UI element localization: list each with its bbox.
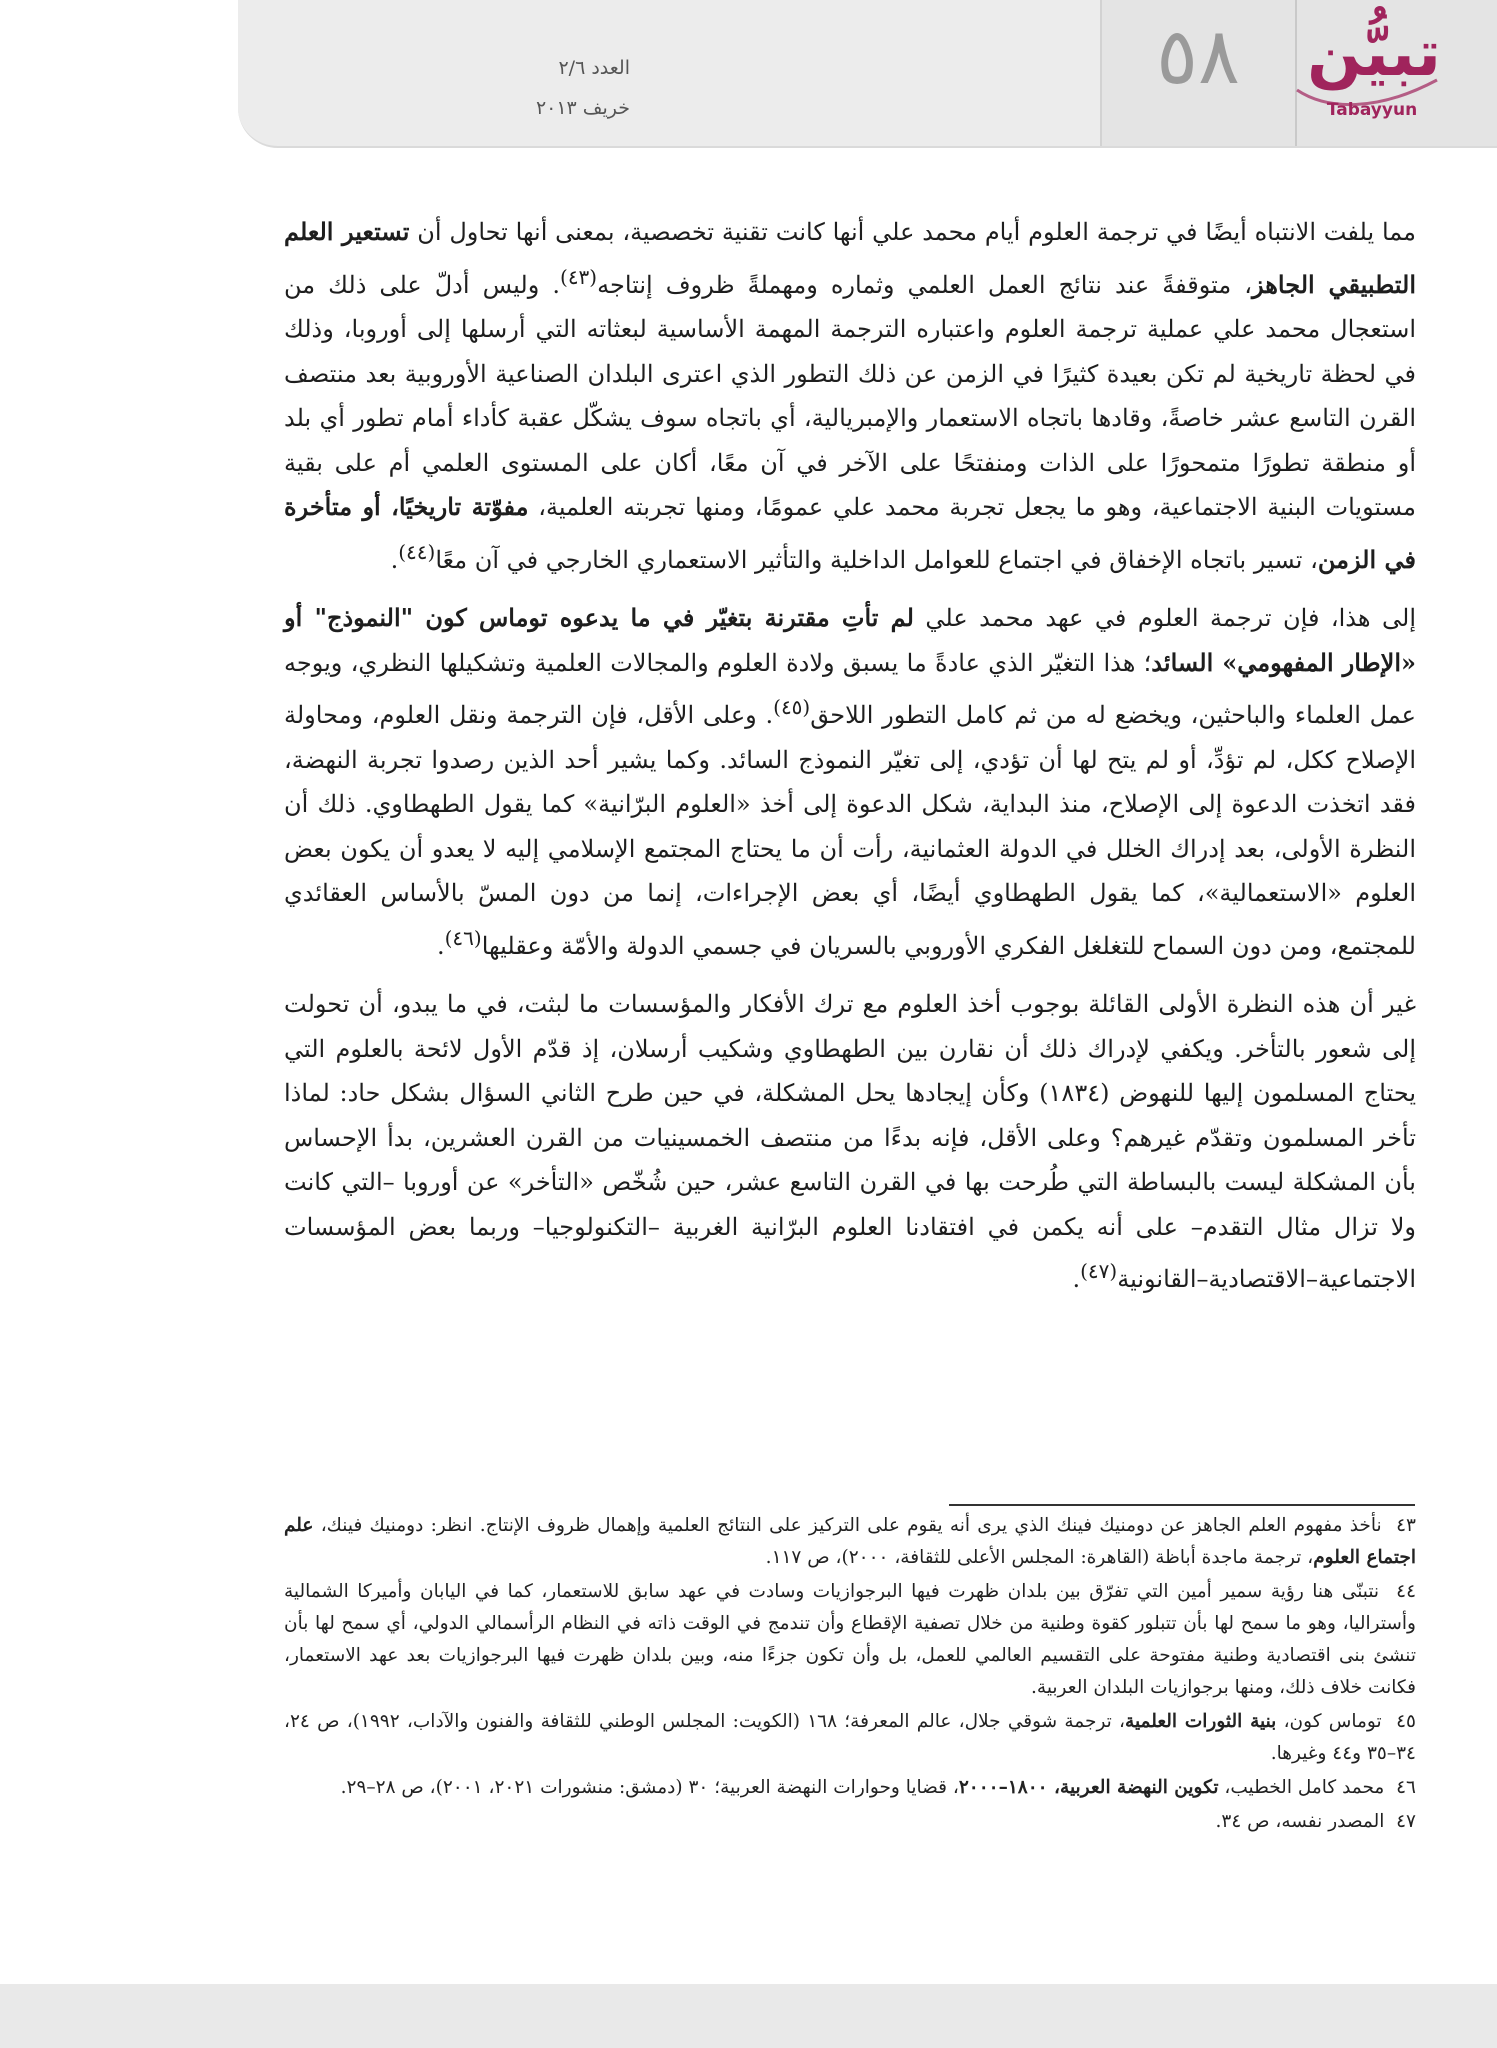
- footnotes: [284, 1510, 1416, 1840]
- logo-arabic: تبيُّن: [1307, 17, 1441, 91]
- page-corner: [0, 0, 248, 148]
- footnote-title: علم اجتماع العلوم: [284, 1515, 1416, 1568]
- issue-label: العدد ٢/٦: [558, 57, 630, 79]
- page-footer: [0, 1984, 1497, 2048]
- footnote-title: تكوين النهضة العربية، ١٨٠٠–٢٠٠٠: [958, 1777, 1219, 1798]
- season-label: خريف ٢٠١٣: [535, 97, 630, 119]
- article-body: [284, 210, 1416, 1316]
- paragraph-3: [284, 982, 1416, 1302]
- footnote-44: [284, 1576, 1416, 1704]
- footnote-number: ٤٣: [1396, 1515, 1416, 1536]
- paragraph-text: ، متوقفةً عند نتائج العمل العلمي وثماره ومهملةً ظروف إنتاجه: [597, 270, 1252, 299]
- footnote-title: بنية الثورات العلمية: [1125, 1711, 1277, 1732]
- bold-phrase: تستعير العلم التطبيقي الجاهز: [284, 217, 1416, 299]
- footnote-text: نتبنّى هنا رؤية سمير أمين التي تفرّق بين بلدان ظهرت فيها البرجوازيات وسادت في عهد سابق للاستعمار، كما في اليابان وأميركا الشمالية وأستراليا، وهو ما سمح لها بأن تتبلور كقوة وطنية من خلال تصفية الإقطاع وأن تندمج في الوقت ذاته في النظام الرأسمالي الدولي، أي سمح لها بأن تنشئ بنى اقتصادية وطنية مفتوحة على التقسيم العالمي للعمل، بل وأن تكون جزءًا منه، وبين بلدان ظهرت فيها البرجوازيات بعد عهد الاستعمار، فكانت خلاف ذلك، ومنها برجوازيات البلدان العربية.: [284, 1581, 1416, 1698]
- logo-box: [1100, 0, 1497, 146]
- paragraph-text: . وعلى الأقل، فإن الترجمة ونقل العلوم، ومحاولة الإصلاح ككل، لم تؤدِّ، أو لم يتح لها أن تؤدي، إلى تغيّر النموذج السائد. وكما يشير أحد الذين رصدوا تجربة النهضة، فقد اتخذت الدعوة إلى الإصلاح، منذ البداية، شكل الدعوة إلى أخذ «العلوم البرّانية» كما يقول الطهطاوي. ذلك أن النظرة الأولى، بعد إدراك الخلل في الدولة العثمانية، رأت أن ما يحتاج المجتمع الإسلامي إليه لا يعدو أن يكون بعض العلوم «الاستعمالية»، كما يقول الطهطاوي أيضًا، أي بعض الإجراءات، إنما من دون المسّ بالأساس العقائدي للمجتمع، ومن دون السماح للتغلغل الفكري الأوروبي بالسريان في جسمي الدولة والأمّة وعقليها: [284, 701, 1417, 960]
- paragraph-text: .: [390, 545, 399, 574]
- page-number: ٥٨: [1156, 12, 1240, 102]
- footnote-text: نأخذ مفهوم العلم الجاهز عن دومنيك فينك الذي يرى أنه يقوم على التركيز على النتائج العلمية وإهمال ظروف الإنتاج. انظر: دومنيك فينك،: [313, 1515, 1382, 1536]
- paragraph-text: ، تسير باتجاه الإخفاق في اجتماع للعوامل الداخلية والتأثير الاستعماري الخارجي في آن معًا: [435, 545, 1318, 574]
- footnote-text: ، ترجمة شوقي جلال، عالم المعرفة؛ ١٦٨ (الكويت: المجلس الوطني للثقافة والفنون والآداب، ١٩٩٢)، ص ٢٤، ٣٤–٣٥ و٤٤ وغيرها.: [284, 1711, 1416, 1764]
- footnote-text: المصدر نفسه، ص ٣٤.: [1215, 1811, 1385, 1832]
- footnote-number: ٤٧: [1396, 1811, 1416, 1832]
- footnote-ref-43[interactable]: (٤٣): [560, 264, 598, 289]
- bold-phrase: لم تأتِ مقترنة بتغيّر في ما يدعوه توماس كون "النموذج" أو «الإطار المفهومي» السائد: [284, 603, 1416, 677]
- issue-info: [510, 48, 630, 128]
- footnote-47: [284, 1806, 1416, 1838]
- footnote-ref-47[interactable]: (٤٧): [1080, 1259, 1118, 1283]
- footnote-number: ٤٥: [1396, 1711, 1416, 1732]
- paragraph-2: [284, 596, 1416, 968]
- paragraph-text: .: [436, 931, 445, 960]
- paragraph-text: غير أن هذه النظرة الأولى القائلة بوجوب أخذ العلوم مع ترك الأفكار والمؤسسات ما لبثت، في ما يبدو، أن تحولت إلى شعور بالتأخر. ويكفي لإدراك ذلك أن نقارن بين الطهطاوي وشكيب أرسلان، إذ قدّم الأول لائحة بالعلوم التي يحتاج المسلمون إليها للنهوض (١٨٣٤) وكأن إيجادها يحل المشكلة، في حين طرح الثاني السؤال بشكل حاد: لماذا تأخر المسلمون وتقدّم غيرهم؟ وعلى الأقل، فإنه بدءًا من منتصف الخمسينيات من القرن العشرين، بدأ الإحساس بأن المشكلة ليست بالبساطة التي طُرحت بها في القرن التاسع عشر، حين شُخّص «التأخر» عن أوروبا –التي كانت ولا تزال مثال التقدم– على أنه يكمن في افتقادنا العلوم البرّانية الغربية –التكنولوجيا– وربما بعض المؤسسات الاجتماعية–الاقتصادية–القانونية: [284, 990, 1416, 1293]
- paragraph-1: [284, 210, 1416, 582]
- footnote-text: ، قضايا وحوارات النهضة العربية؛ ٣٠ (دمشق: منشورات ٢٠٢١، ٢٠٠١)، ص ٢٨–٢٩.: [340, 1777, 959, 1798]
- footnote-number: ٤٤: [1396, 1581, 1417, 1602]
- footnote-43: [284, 1510, 1416, 1574]
- footnote-ref-46[interactable]: (٤٦): [444, 925, 482, 950]
- footnote-46: [284, 1772, 1416, 1804]
- footnote-text: محمد كامل الخطيب،: [1218, 1777, 1385, 1798]
- footnote-ref-44[interactable]: (٤٤): [398, 539, 436, 564]
- footnote-text: ، ترجمة ماجدة أباظة (القاهرة: المجلس الأعلى للثقافة، ٢٠٠٠)، ص ١١٧.: [765, 1547, 1314, 1568]
- footnote-ref-45[interactable]: (٤٥): [773, 695, 811, 719]
- footnote-number: ٤٦: [1396, 1777, 1416, 1798]
- paragraph-text: إلى هذا، فإن ترجمة العلوم في عهد محمد علي: [913, 604, 1417, 632]
- paragraph-text: ؛ هذا التغيّر الذي عادةً ما يسبق ولادة العلوم والمجالات العلمية وتشكيلها النظري، ويوجه عمل العلماء والباحثين، ويخضع له من ثم كامل التطور اللاحق: [284, 648, 1416, 729]
- paragraph-text: .: [1072, 1265, 1081, 1293]
- footnote-45: [284, 1706, 1416, 1770]
- bold-phrase: مفوّتة تاريخيًا، أو متأخرة في الزمن: [284, 492, 1416, 574]
- logo-english: Tabayyun: [1326, 100, 1418, 120]
- footnote-divider: [949, 1504, 1415, 1506]
- paragraph-text: . وليس أدلّ على ذلك من استعجال محمد علي عملية ترجمة العلوم واعتباره الترجمة المهمة الأساسية لبعثاته التي أرسلها إلى أوروبا، وذلك في لحظة تاريخية لم تكن بعيدة كثيرًا في الزمن عن ذلك التطور الذي اعترى البلدان الصناعية الأوروبية بعد منتصف القرن التاسع عشر خاصةً، وقادها باتجاه الاستعمار والإمبريالية، أي باتجاه سوف يشكّل عقبة كأداء أمام تطور أي بلد أو منطقة تطورًا متمحورًا على الذات ومنفتحًا على الآخر في آن معًا، أكان على المستوى العلمي أم على بقية مستويات البنية الاجتماعية، وهو ما يجعل تجربة محمد علي عمومًا، ومنها تجربته العلمية،: [284, 270, 1416, 521]
- paragraph-text: مما يلفت الانتباه أيضًا في ترجمة العلوم أيام محمد علي أنها كانت تقنية تخصصية، بمعنى أنها تحاول أن: [409, 218, 1416, 246]
- footnote-text: توماس كون،: [1276, 1711, 1382, 1732]
